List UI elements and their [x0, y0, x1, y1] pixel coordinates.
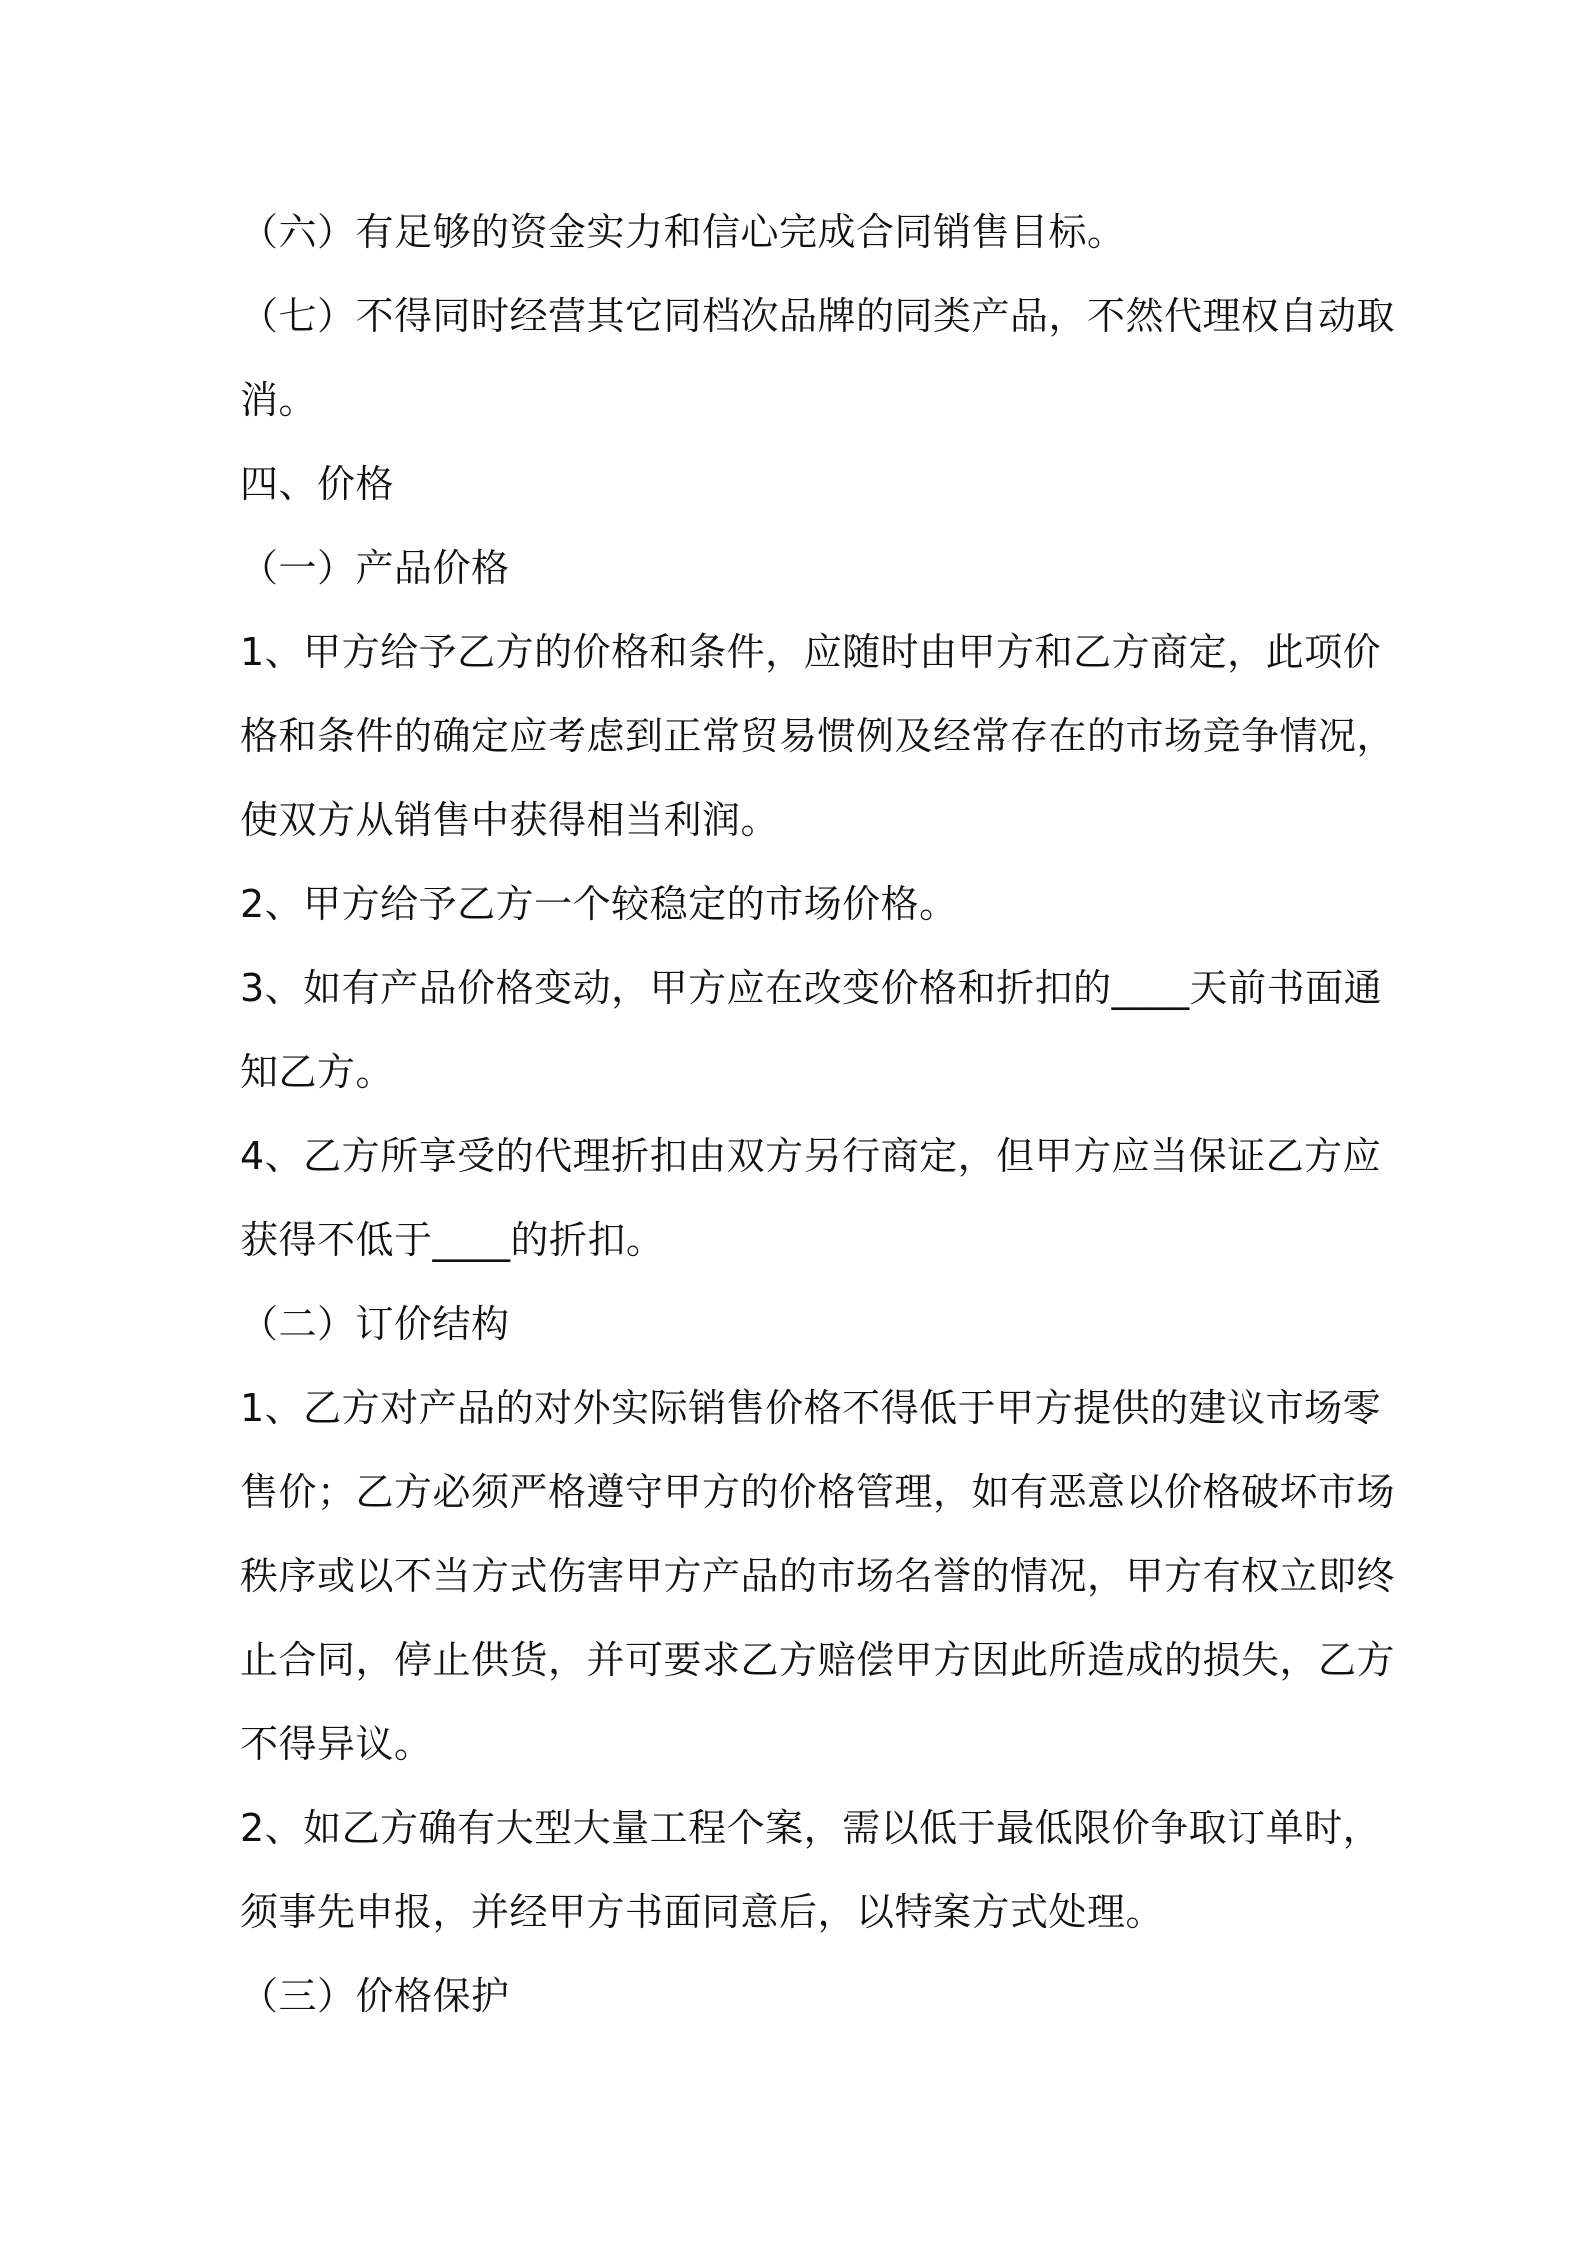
item-3-line-1: 3、如有产品价格变动，甲方应在改变价格和折扣的____天前书面通	[240, 966, 1383, 1010]
pricing-item-1-line-4: 止合同，停止供货，并可要求乙方赔偿甲方因此所造成的损失，乙方	[240, 1638, 1396, 1682]
clause-7-line-1: （七）不得同时经营其它同档次品牌的同类产品，不然代理权自动取	[240, 294, 1396, 338]
pricing-item-1-line-3: 秩序或以不当方式伤害甲方产品的市场名誉的情况，甲方有权立即终	[240, 1554, 1396, 1598]
item-1-line-1: 1、甲方给予乙方的价格和条件，应随时由甲方和乙方商定，此项价	[240, 630, 1382, 674]
item-1-line-3: 使双方从销售中获得相当利润。	[240, 798, 780, 842]
subsection-3-heading: （三）价格保护	[240, 1974, 510, 2018]
subsection-2-heading: （二）订价结构	[240, 1302, 510, 1346]
clause-6-line: （六）有足够的资金实力和信心完成合同销售目标。	[240, 210, 1126, 254]
pricing-item-1-line-2: 售价；乙方必须严格遵守甲方的价格管理，如有恶意以价格破坏市场	[240, 1470, 1396, 1514]
item-4-line-1: 4、乙方所享受的代理折扣由双方另行商定，但甲方应当保证乙方应	[240, 1134, 1382, 1178]
item-1-line-2: 格和条件的确定应考虑到正常贸易惯例及经常存在的市场竞争情况，	[240, 714, 1396, 758]
item-4-line-2: 获得不低于____的折扣。	[240, 1218, 665, 1262]
subsection-1-heading: （一）产品价格	[240, 546, 510, 590]
pricing-item-1-line-1: 1、乙方对产品的对外实际销售价格不得低于甲方提供的建议市场零	[240, 1386, 1382, 1430]
item-2-line-1: 2、甲方给予乙方一个较稳定的市场价格。	[240, 882, 958, 926]
pricing-item-2-line-2: 须事先申报，并经甲方书面同意后，以特案方式处理。	[240, 1890, 1165, 1934]
pricing-item-1-line-5: 不得异议。	[240, 1722, 433, 1766]
item-3-line-2: 知乙方。	[240, 1050, 395, 1094]
clause-7-line-2: 消。	[240, 378, 318, 422]
section-4-heading: 四、价格	[240, 462, 395, 506]
pricing-item-2-line-1: 2、如乙方确有大型大量工程个案，需以低于最低限价争取订单时，	[240, 1806, 1382, 1850]
